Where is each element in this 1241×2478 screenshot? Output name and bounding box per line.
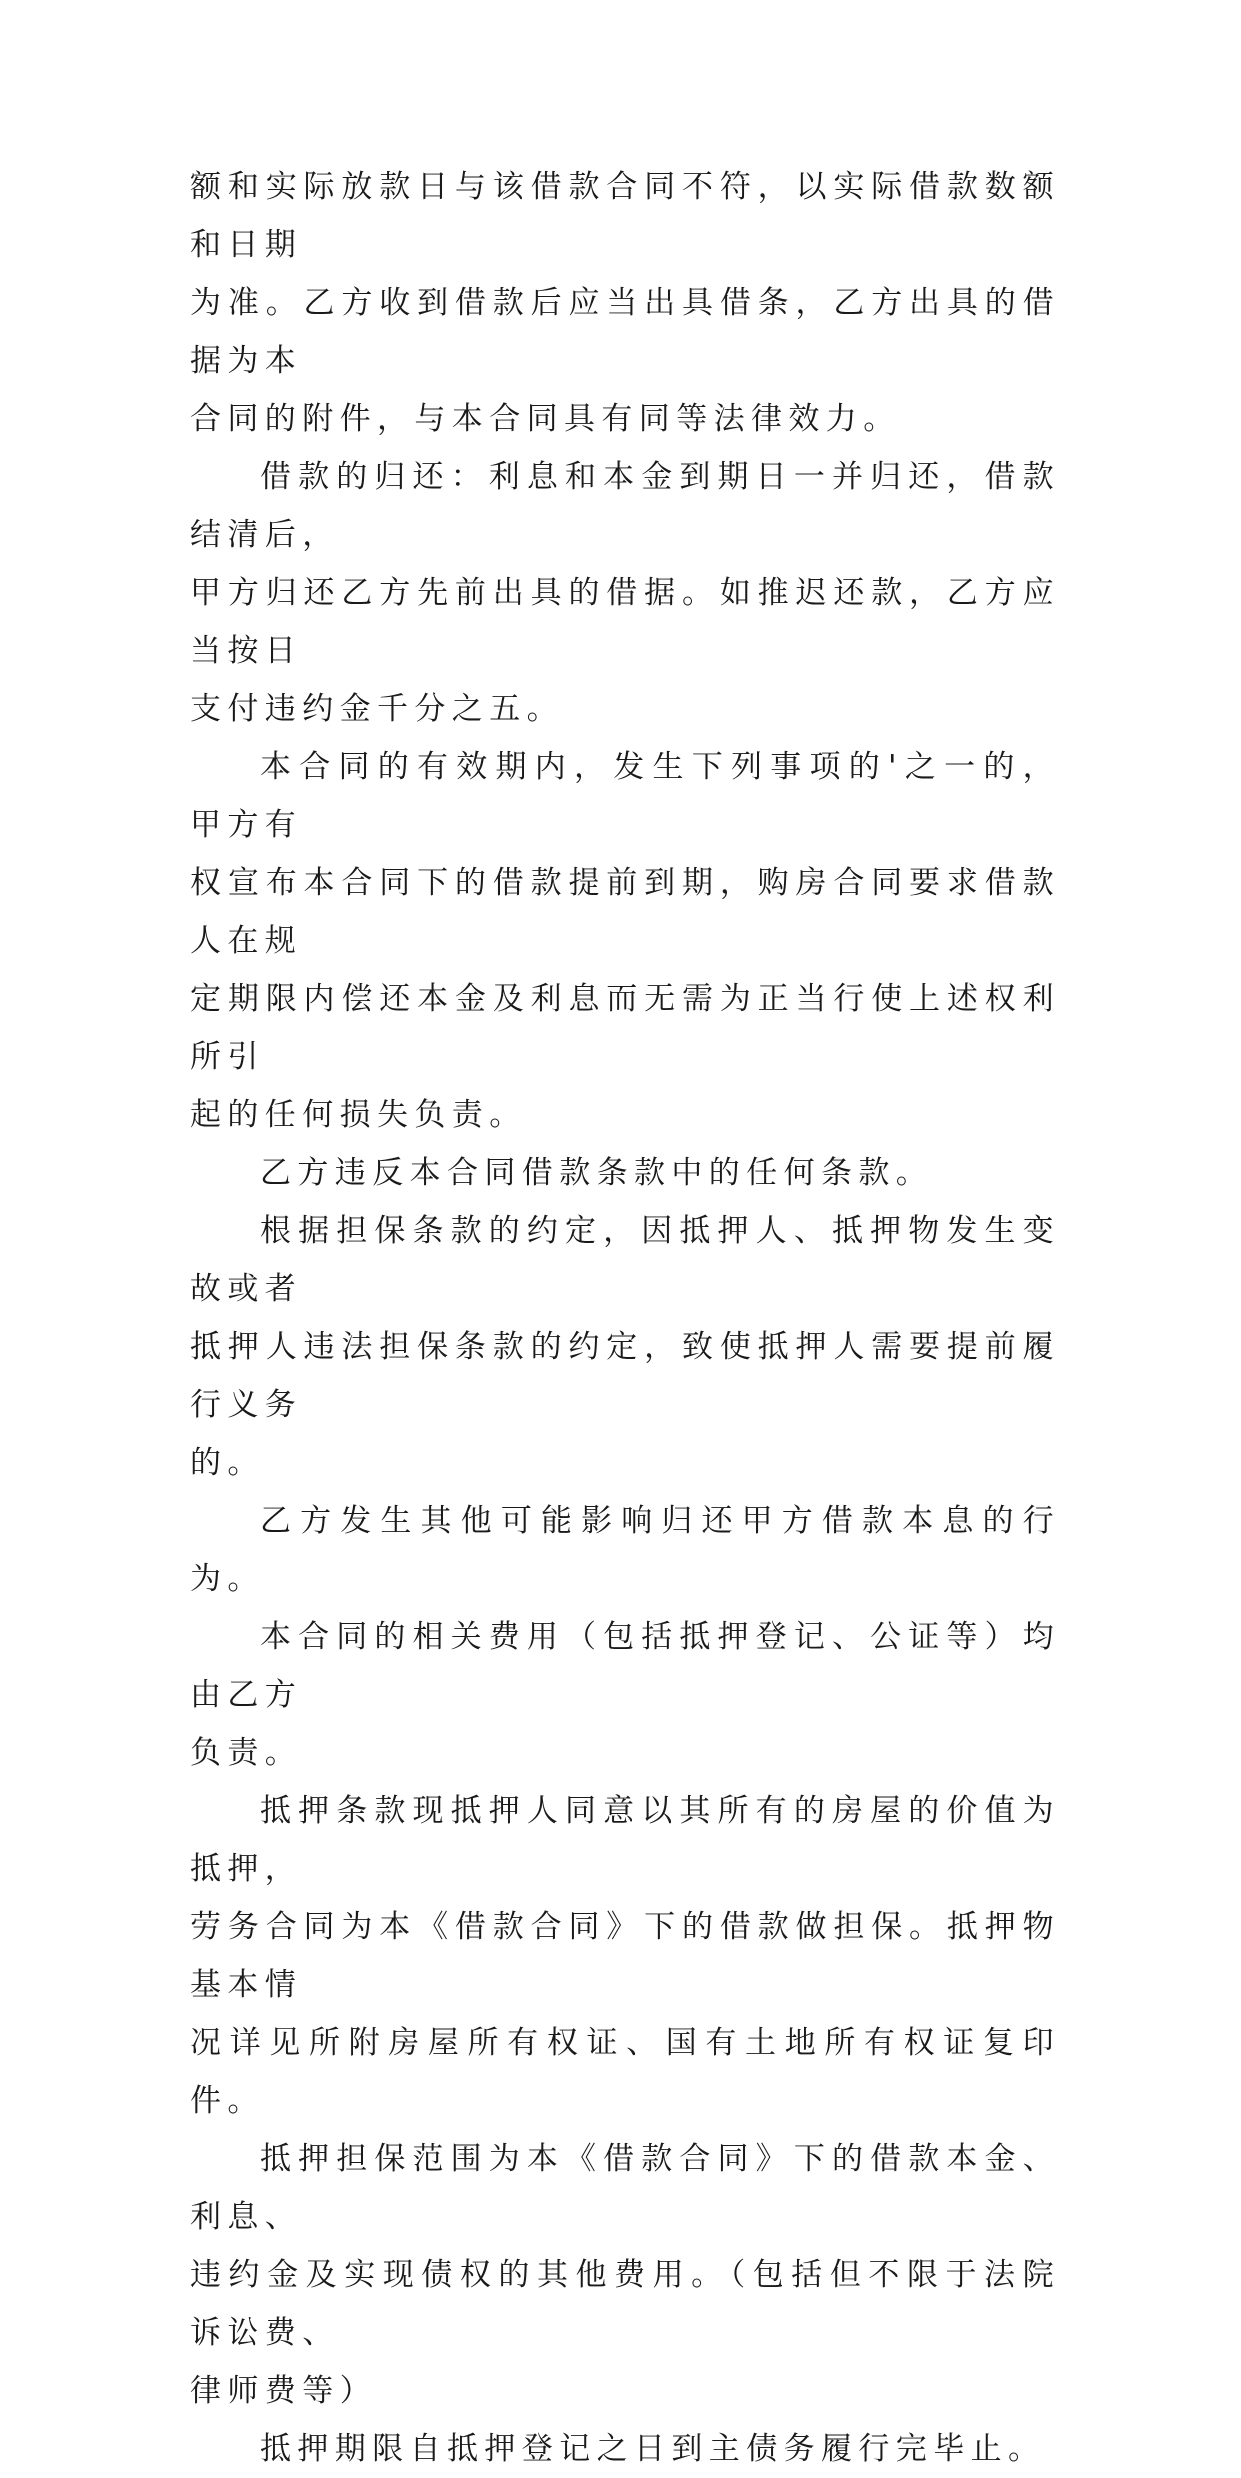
paragraph-line: 为准。乙方收到借款后应当出具借条，乙方出具的借据为本 xyxy=(190,285,1060,379)
paragraph-line: 的。 xyxy=(190,1445,265,1481)
paragraph-8 xyxy=(190,1782,1060,2130)
paragraph-line: 借款的归还：利息和本金到期日一并归还，借款结清后， xyxy=(190,459,1060,553)
paragraph-line: 定期限内偿还本金及利息而无需为正当行使上述权利所引 xyxy=(190,981,1060,1075)
paragraph-1 xyxy=(190,158,1060,448)
paragraph-line: 违约金及实现债权的其他费用。（包括但不限于法院诉讼费、 xyxy=(190,2257,1060,2351)
paragraph-line: 乙方违反本合同借款条款中的任何条款。 xyxy=(260,1155,934,1191)
paragraph-6 xyxy=(190,1492,1060,1608)
paragraph-line: 劳务合同为本《借款合同》下的借款做担保。抵押物基本情 xyxy=(190,1909,1060,2003)
paragraph-10 xyxy=(190,2420,1060,2478)
paragraph-line: 况详见所附房屋所有权证、国有土地所有权证复印件。 xyxy=(190,2025,1060,2119)
paragraph-line: 支付违约金千分之五。 xyxy=(190,691,564,727)
paragraph-line: 抵押担保范围为本《借款合同》下的借款本金、利息、 xyxy=(190,2141,1060,2235)
paragraph-5 xyxy=(190,1202,1060,1492)
paragraph-line: 本合同的相关费用（包括抵押登记、公证等）均由乙方 xyxy=(190,1619,1060,1713)
paragraph-line: 负责。 xyxy=(190,1735,303,1771)
paragraph-line: 抵押期限自抵押登记之日到主债务履行完毕止。 xyxy=(260,2431,1046,2467)
paragraph-7 xyxy=(190,1608,1060,1782)
paragraph-line: 权宣布本合同下的借款提前到期，购房合同要求借款人在规 xyxy=(190,865,1060,959)
paragraph-line: 抵押人违法担保条款的约定，致使抵押人需要提前履行义务 xyxy=(190,1329,1060,1423)
paragraph-4 xyxy=(190,1144,1060,1202)
paragraph-line: 起的任何损失负责。 xyxy=(190,1097,527,1133)
document-body xyxy=(190,158,1060,2478)
paragraph-line: 抵押条款现抵押人同意以其所有的房屋的价值为抵押， xyxy=(190,1793,1060,1887)
paragraph-line: 乙方发生其他可能影响归还甲方借款本息的行为。 xyxy=(190,1503,1060,1597)
paragraph-2 xyxy=(190,448,1060,738)
paragraph-line: 本合同的有效期内，发生下列事项的'之一的，甲方有 xyxy=(190,749,1060,843)
paragraph-9 xyxy=(190,2130,1060,2420)
paragraph-line: 甲方归还乙方先前出具的借据。如推迟还款，乙方应当按日 xyxy=(190,575,1060,669)
paragraph-line: 额和实际放款日与该借款合同不符，以实际借款数额和日期 xyxy=(190,169,1060,263)
paragraph-line: 律师费等） xyxy=(190,2373,377,2409)
paragraph-3 xyxy=(190,738,1060,1144)
paragraph-line: 合同的附件，与本合同具有同等法律效力。 xyxy=(190,401,901,437)
paragraph-line: 根据担保条款的约定，因抵押人、抵押物发生变故或者 xyxy=(190,1213,1060,1307)
